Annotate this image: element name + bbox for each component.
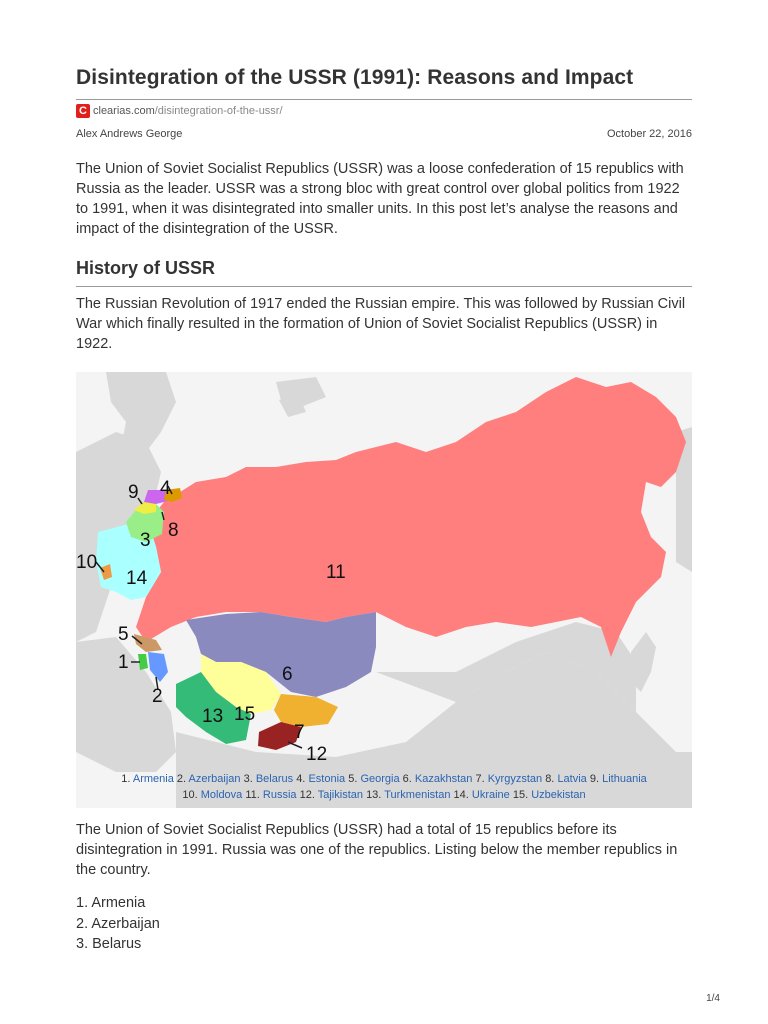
caption-link-azerbaijan[interactable]: Azerbaijan bbox=[188, 773, 241, 785]
caption-link-georgia[interactable]: Georgia bbox=[360, 773, 400, 785]
map-label-1: 1 bbox=[118, 652, 129, 673]
map-label-8: 8 bbox=[168, 520, 179, 541]
caption-num: 14. bbox=[453, 789, 469, 801]
map-label-10: 10 bbox=[76, 552, 98, 573]
ussr-map bbox=[76, 372, 692, 808]
map-label-2: 2 bbox=[152, 686, 163, 707]
caption-num: 15. bbox=[512, 789, 529, 801]
caption-num: 2. bbox=[176, 773, 187, 785]
source-domain[interactable]: clearias.com bbox=[93, 104, 155, 117]
map-label-4: 4 bbox=[160, 478, 171, 499]
map-caption-line-2 bbox=[76, 787, 692, 803]
map-label-5: 5 bbox=[118, 624, 129, 645]
section-divider bbox=[76, 286, 692, 287]
map-label-layer bbox=[76, 372, 692, 808]
caption-link-lithuania[interactable]: Lithuania bbox=[602, 773, 647, 785]
republics-paragraph: The Union of Soviet Socialist Republics (USSR) had a total of 15 republics before its disintegration in 1991. Russia was one of the republics. Listing below the member republics in the country. bbox=[76, 822, 678, 878]
caption-num: 10. bbox=[182, 789, 198, 801]
caption-num: 8. bbox=[545, 773, 555, 785]
map-caption bbox=[76, 771, 692, 803]
caption-num: 12. bbox=[299, 789, 315, 801]
caption-num: 6. bbox=[402, 773, 412, 785]
caption-link-russia[interactable]: Russia bbox=[262, 789, 297, 801]
source-line bbox=[76, 104, 283, 118]
article-meta bbox=[76, 128, 692, 140]
clearias-logo-icon: C bbox=[76, 104, 90, 118]
list-item: 3. Belarus bbox=[76, 936, 142, 952]
page-title: Disintegration of the USSR (1991): Reasons and Impact bbox=[76, 66, 634, 89]
page-number: 1/4 bbox=[706, 993, 720, 1004]
history-paragraph: The Russian Revolution of 1917 ended the Russian empire. This was followed by Russian Civil War which finally resulted in the formation of Union of Soviet Socialist Republics (USSR) in 1922. bbox=[76, 296, 686, 352]
list-item: 1. Armenia bbox=[76, 895, 146, 911]
caption-num: 9. bbox=[589, 773, 600, 785]
caption-link-kazakhstan[interactable]: Kazakhstan bbox=[414, 773, 473, 785]
caption-num: 5. bbox=[348, 773, 358, 785]
caption-num: 11. bbox=[245, 789, 260, 801]
list-item: 2. Azerbaijan bbox=[76, 915, 160, 932]
map-caption-line-1 bbox=[76, 771, 692, 787]
intro-paragraph: The Union of Soviet Socialist Republics (USSR) was a loose confederation of 15 republics with Russia as the leader. USSR was a strong bloc with great control over global politics from 1922 to 1991, when it was disintegrated into smaller units. In this post let’s analyse the reasons and impact of the disintegration of the USSR. bbox=[76, 161, 684, 237]
map-label-9: 9 bbox=[128, 482, 139, 503]
source-path[interactable]: /disintegration-of-the-ussr/ bbox=[154, 104, 283, 117]
map-label-14: 14 bbox=[126, 568, 148, 589]
caption-num: 4. bbox=[296, 773, 306, 785]
caption-link-turkmenistan[interactable]: Turkmenistan bbox=[384, 789, 451, 801]
caption-num: 1. bbox=[121, 773, 131, 785]
caption-num: 3. bbox=[243, 773, 253, 785]
map-label-3: 3 bbox=[140, 530, 151, 551]
section-heading: History of USSR bbox=[76, 258, 216, 278]
map-label-7: 7 bbox=[294, 722, 305, 743]
caption-link-uzbekistan[interactable]: Uzbekistan bbox=[531, 789, 586, 801]
republics-list bbox=[76, 893, 160, 955]
map-label-11: 11 bbox=[326, 562, 346, 583]
caption-link-latvia[interactable]: Latvia bbox=[557, 773, 587, 785]
caption-link-kyrgyzstan[interactable]: Kyrgyzstan bbox=[487, 773, 543, 785]
publish-date: October 22, 2016 bbox=[606, 128, 692, 140]
caption-link-moldova[interactable]: Moldova bbox=[200, 789, 243, 801]
map-label-6: 6 bbox=[282, 664, 293, 685]
caption-link-ukraine[interactable]: Ukraine bbox=[471, 789, 510, 801]
caption-link-armenia[interactable]: Armenia bbox=[132, 773, 174, 785]
caption-link-tajikistan[interactable]: Tajikistan bbox=[317, 789, 363, 801]
title-divider bbox=[76, 99, 692, 100]
caption-num: 7. bbox=[475, 773, 485, 785]
map-label-15: 15 bbox=[234, 704, 256, 725]
caption-link-estonia[interactable]: Estonia bbox=[308, 773, 346, 785]
caption-num: 13. bbox=[366, 789, 382, 801]
author-name: Alex Andrews George bbox=[76, 128, 183, 140]
caption-link-belarus[interactable]: Belarus bbox=[255, 773, 294, 785]
map-label-13: 13 bbox=[202, 706, 224, 727]
map-label-12: 12 bbox=[306, 744, 328, 765]
